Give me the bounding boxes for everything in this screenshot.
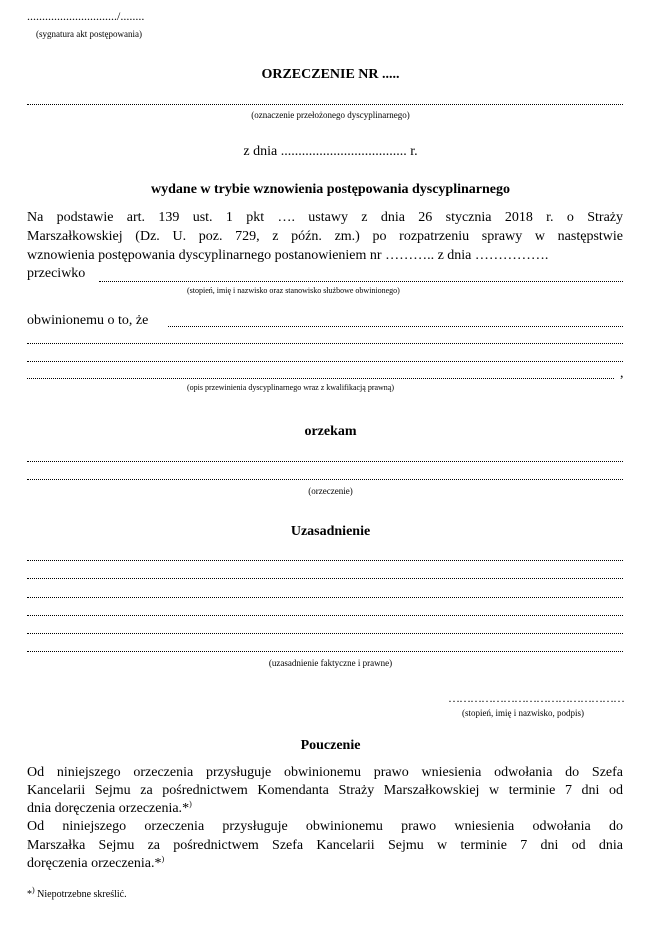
supervisor-caption: (oznaczenie przełożonego dyscyplinarnego) — [251, 110, 410, 120]
document-title: ORZECZENIE NR ..... — [261, 67, 400, 82]
ruling-fill-line-1 — [27, 461, 623, 462]
instruction-p1-line-2: Kancelarii Sejmu za pośrednictwem Komendanta Straży Marszałkowskiej w terminie 7 dni od — [27, 783, 623, 798]
charge-fill-line-4 — [27, 378, 614, 379]
against-label: przeciwko — [27, 266, 86, 281]
justification-fill-line-5 — [27, 633, 623, 634]
ruling-caption: (orzeczenie) — [308, 486, 353, 496]
justification-fill-line-3 — [27, 597, 623, 598]
instruction-p1-line-1: Od niniejszego orzeczenia przysługuje obwinionemu prawo wniesienia odwołania do Szefa — [27, 765, 623, 780]
instruction-p2-line-3-text: doręczenia orzeczenia. — [27, 856, 155, 871]
justification-caption: (uzasadnienie faktyczne i prawne) — [268, 658, 393, 668]
charge-label: obwinionemu o to, że — [27, 313, 149, 328]
footnote-ref-2: * — [154, 856, 162, 871]
footnote-marker-sup: ) — [32, 885, 35, 895]
basis-line-1: Na podstawie art. 139 ust. 1 pkt …. ustawy z dnia 26 stycznia 2018 r. o Straży — [27, 210, 623, 225]
charge-comma: , — [620, 366, 624, 381]
justification-fill-line-6 — [27, 651, 623, 652]
ruling-heading: orzekam — [304, 424, 357, 439]
footnote-marker: * — [27, 889, 32, 900]
charge-fill-line-3 — [27, 361, 623, 362]
document-subtitle: wydane w trybie wznowienia postępowania dyscyplinarnego — [151, 182, 510, 197]
footnote-ref-2-sup: ) — [161, 854, 165, 864]
signature-caption: (stopień, imię i nazwisko, podpis) — [462, 708, 584, 718]
case-number-line: ............................../........ — [27, 9, 145, 23]
instruction-p1-line-3-text: dnia doręczenia orzeczenia. — [27, 801, 183, 816]
footnote — [27, 885, 127, 900]
ruling-fill-line-2 — [27, 479, 623, 480]
instruction-heading: Pouczenie — [300, 738, 361, 753]
against-caption: (stopień, imię i nazwisko oraz stanowisko służbowe obwinionego) — [187, 286, 400, 295]
against-fill-line — [99, 281, 623, 282]
footnote-text: Niepotrzebne skreślić. — [37, 889, 127, 900]
instruction-p2-line-3 — [27, 856, 164, 872]
justification-heading: Uzasadnienie — [290, 524, 371, 539]
signature-line: ………………………………………… — [448, 691, 624, 705]
basis-line-2: Marszałkowskiej (Dz. U. poz. 729, z późn. zm.) po rozpatrzeniu sprawy w następstwie — [27, 229, 623, 244]
charge-fill-line-2 — [27, 343, 623, 344]
justification-fill-line-2 — [27, 578, 623, 579]
footnote-ref-1-sup: ) — [189, 799, 192, 809]
basis-line-3: wznowienia postępowania dyscyplinarnego postanowieniem nr ……….. z dnia ……………. — [27, 248, 549, 263]
instruction-p2-line-2: Marszałka Sejmu za pośrednictwem Szefa Kancelarii Sejmu w terminie 7 dni od dnia — [27, 838, 623, 853]
supervisor-fill-line — [27, 104, 623, 105]
footnote-ref-1: * — [182, 801, 190, 816]
instruction-p2-line-1: Od niniejszego orzeczenia przysługuje obwinionemu prawo wniesienia odwołania do — [27, 819, 623, 834]
justification-fill-line-1 — [27, 560, 623, 561]
case-number-caption: (sygnatura akt postępowania) — [36, 29, 142, 39]
charge-caption: (opis przewinienia dyscyplinarnego wraz z kwalifikacją prawną) — [187, 383, 395, 392]
justification-fill-line-4 — [27, 615, 623, 616]
date-line: z dnia .................................... r. — [243, 144, 418, 159]
instruction-p1-line-3 — [27, 801, 192, 817]
charge-fill-line-1 — [168, 326, 623, 327]
